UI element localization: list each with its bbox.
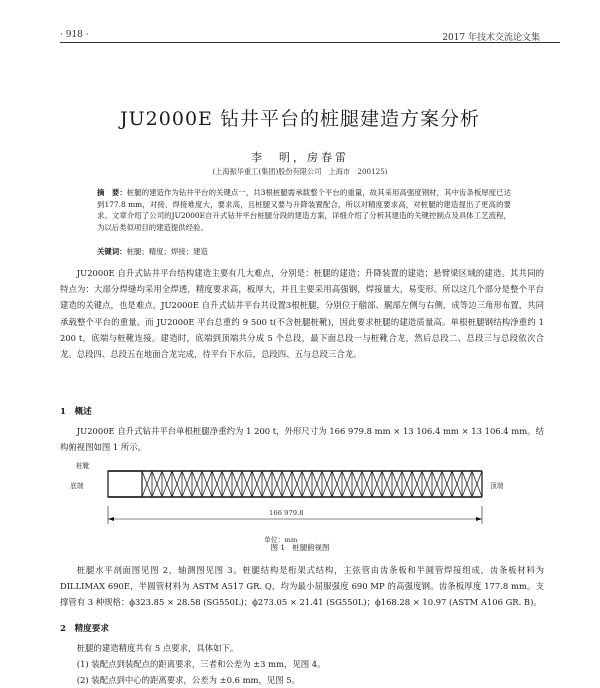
section-2-intro: 桩腿的建造精度共有 5 点要求，具体如下。 — [76, 643, 239, 653]
intro-paragraph: JU2000E 自升式钻井平台结构建造主要有几大难点，分别是：桩腿的建造；升降装置的建造；悬臂梁区域的建造。其共同的特点为：大部分焊缝均采用全焊透，精度要求高，板厚大，并且主要采用高强钢，焊接量大，易变形。所以这几个部分是整个平台建造的关键点，也是难点。JU2000E 自升式钻井平台共设置3根桩腿，分别位于艏部、艉部左侧与右侧，成等边三角形布置，共同承载整个平台的重量。而 JU2000E 平台总重约 9 500 t(不含桩腿桩靴)，因此要求桩腿的建造质量高。单根桩腿钢结构净重约 1 200 t，底端与桩靴连接。建造时，底端到顶端共分成 5 个总段，最下面总段一与桩靴合龙，然后总段二、总段三与总段依次合龙。总段四、总段五在地面合龙完成，待平台下水后，总段四、五与总段三合龙。 — [60, 268, 544, 360]
authors: 李 明，房春雷 — [251, 151, 349, 164]
leg-truss-drawing — [64, 456, 536, 546]
abstract — [97, 187, 511, 233]
abstract-text: 桩腿的建造作为钻井平台的关键点一，共3根桩腿需承载整个平台的重量，故其采用高强度钢材，其中齿条板厚度已达到177.8 mm，对接、焊接难度大，要求高，且桩腿又要与升降装置配合，所以对精度要求高，对桩腿的建造提出了更高的要求。文章介绍了公司的JU2000E自升式钻井平台桩腿分段的建造方案，详细介绍了分析其建造的关键控制点及具体工艺流程，为以后类似项目的建造提供经验。 — [97, 188, 511, 232]
abstract-label: 摘 要： — [97, 188, 127, 197]
header-rule — [60, 42, 560, 43]
fig1-label-bottom: 底端 — [70, 482, 84, 490]
fig1-label-top: 顶端 — [490, 482, 504, 490]
fig1-label-spudcan: 桩靴 — [76, 462, 90, 470]
section-1-para-2: 桩腿水平剖面图见图 2，轴测图见图 3。桩腿结构是桁架式结构，主弦管由齿条板和半圆管焊接组成，齿条板材料为 DILLIMAX 690E，半圆管材料为 ASTM A517 GR. Q，均为最小屈服强度 690 MP 的高强度钢。齿条板厚度 177.8 mm。支撑管有 3 种规格：ϕ323.85 × 28.58 (SG550L)；ϕ273.05 × 21.41 (SG550L)；ϕ168.28 × 10.97 (ASTM A106 GR. B)。 — [60, 565, 544, 608]
section-1-heading: 1 概述 — [60, 407, 92, 417]
fig1-dimension: 166 979.8 — [269, 509, 304, 517]
figure-1 — [64, 456, 536, 546]
section-1-para-1: JU2000E 自升式钻井平台单根桩腿净重约为 1 200 t，外形尺寸为 166 979.8 mm × 13 106.4 mm × 13 106.4 mm。结构俯视图如图 1 所示。 — [60, 426, 544, 453]
fig1-unit: 单位：mm — [264, 536, 298, 544]
paper-title: JU2000E 钻井平台的桩腿建造方案分析 — [120, 108, 480, 130]
spud-can-shape — [108, 471, 142, 497]
keywords — [97, 246, 511, 257]
affiliation: (上海振华重工(集团)股份有限公司 上海市 200125) — [212, 167, 388, 176]
keywords-label: 关键词： — [97, 247, 127, 256]
list-item: (2) 装配点到中心的距离要求，公差为 ±0.6 mm，见图 5。 — [76, 675, 300, 686]
section-2-heading: 2 精度要求 — [60, 624, 109, 634]
bracing-members — [142, 471, 482, 497]
journal-name: 2017 年技术交流论文集 — [442, 33, 540, 43]
list-item: (1) 装配点到装配点的距离要求，三者和公差为 ±3 mm，见图 4。 — [76, 659, 326, 669]
precision-list — [60, 656, 544, 688]
figure-1-caption: 图 1 桩腿俯视图 — [270, 543, 330, 552]
page-number: · 918 · — [60, 30, 89, 40]
keywords-text: 桩腿；精度；焊接；建造 — [126, 247, 208, 256]
